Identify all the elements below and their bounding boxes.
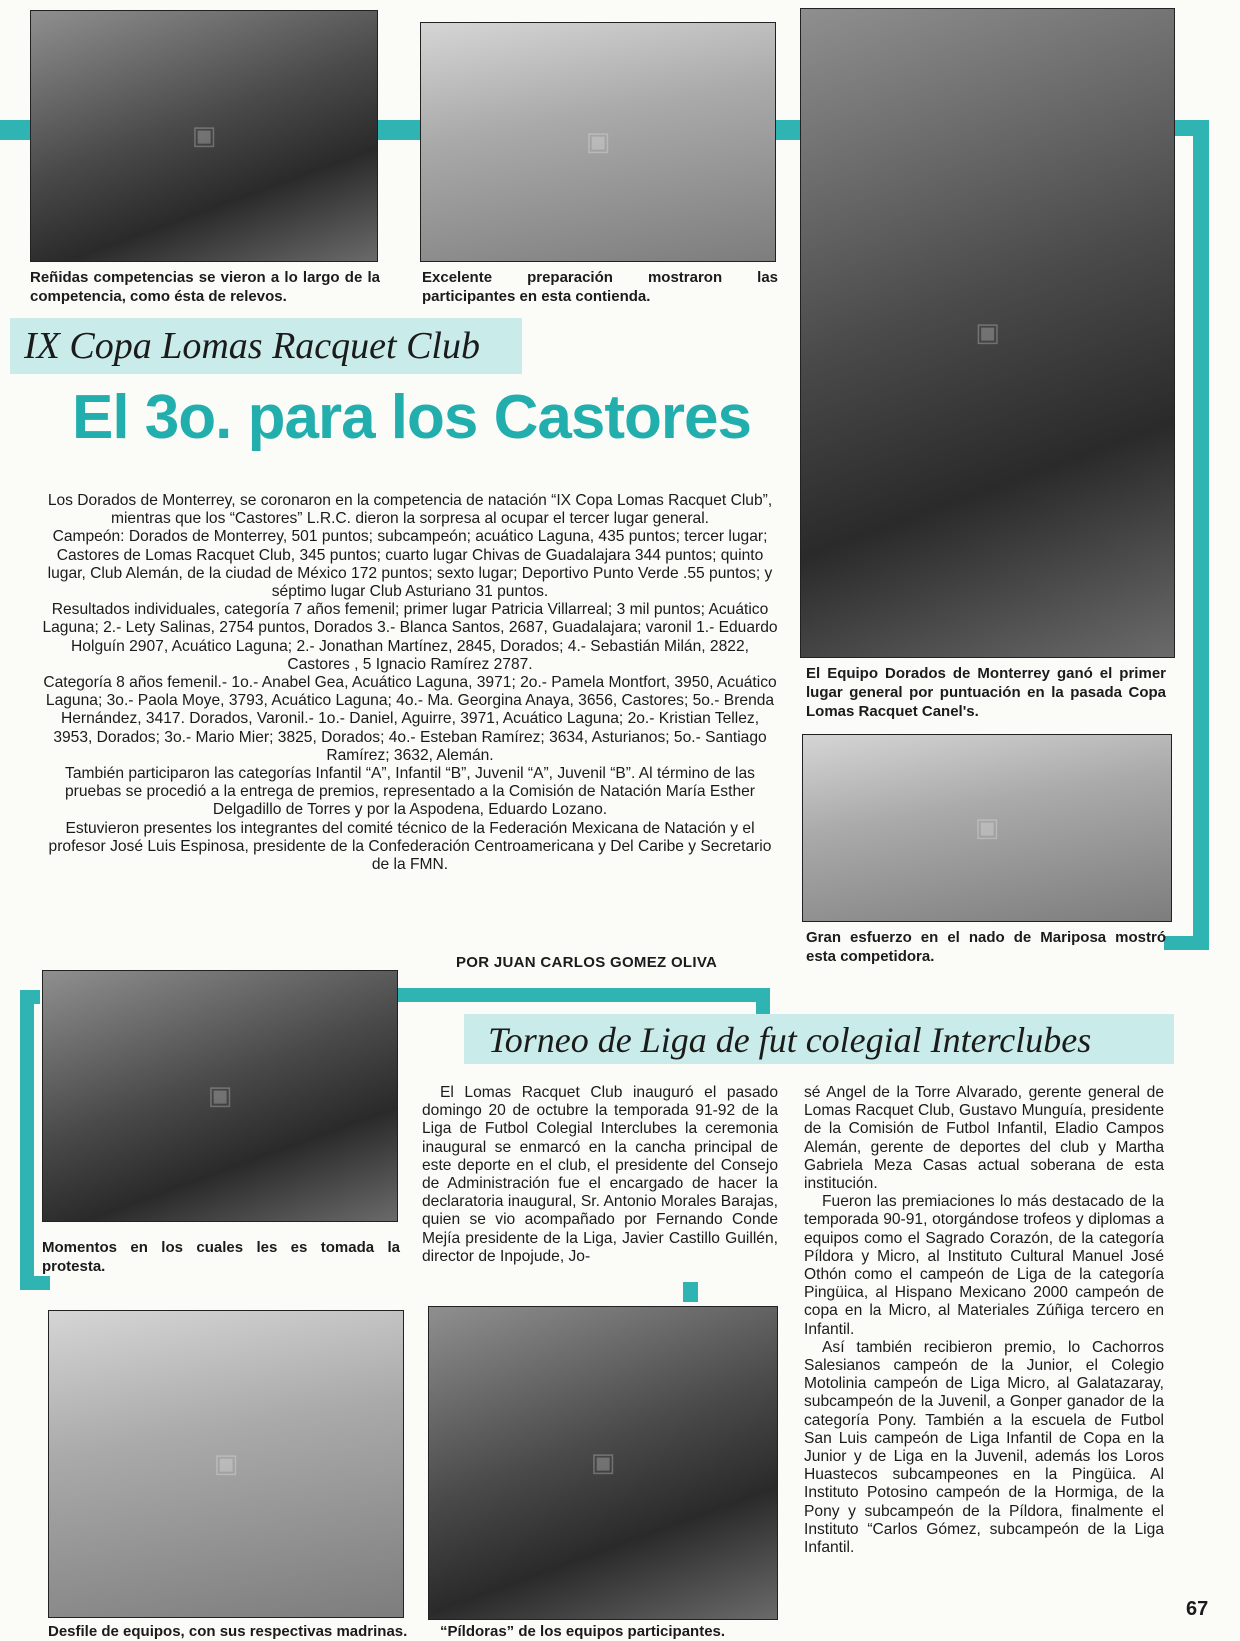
camera-icon: ▣: [585, 127, 611, 157]
article2-column-1: [422, 1084, 778, 1266]
article-paragraph: Los Dorados de Monterrey, se coronaron en la competencia de natación “IX Copa Lomas Racquet Club”, mientras que los “Castores” L.R.C. dieron la sorpresa al ocupar el tercer lugar general.: [47, 492, 773, 528]
article2-paragraph: El Lomas Racquet Club inauguró el pasado domingo 20 de octubre la temporada 91-92 de la Liga de Futbol Colegial Interclubes la ceremonia inaugural se enmarcó en la cancha principal de este deporte en el club, el presidente del Consejo de Administración fue el encargado de hacer la declaratoria inaugural, Sr. Antonio Morales Barajas, quien se vio acompañado por Fernando Conde Mejía presidente de la Liga, Javier Castillo Guillén, director de Inpojude, Jo-: [422, 1084, 778, 1265]
caption-protesta: Momentos en los cuales les es tomada la protesta.: [42, 1239, 400, 1275]
teal-bracket-right-vertical: [1193, 120, 1209, 950]
photo-mariposa: [802, 734, 1172, 922]
article-headline: El 3o. para los Castores: [72, 383, 751, 452]
article-body: [40, 492, 780, 874]
caption-preparation: Excelente preparación mostraron las participantes en esta contienda.: [422, 269, 778, 305]
teal-rule-top-left: [0, 120, 30, 140]
teal-bracket-left-vertical: [20, 990, 34, 1290]
camera-icon: ▣: [974, 813, 1000, 843]
photo-dorados-podium: [800, 8, 1175, 658]
caption-pildoras: “Píldoras” de los equipos participantes.: [440, 1623, 726, 1640]
photo-desfile: [48, 1310, 404, 1618]
article-byline: POR JUAN CARLOS GOMEZ OLIVA: [456, 954, 718, 971]
article2-paragraph: sé Angel de la Torre Alvarado, gerente general de Lomas Racquet Club, Gustavo Munguía, presidente de la Comisión de Futbol Infantil, Eladio Campos Alemán, gerente de deportes del club y Martha Gabriela Meza Casas actual soberana de esta institución.: [804, 1084, 1164, 1193]
article-paragraph: Categoría 8 años femenil.- 1o.- Anabel Gea, Acuático Laguna, 3971; 2o.- Pamela Montfort, 3950, Acuático Laguna; 3o.- Paola Moye, 3793, Acuático Laguna; 4o.- Ma. Georgina Anaya, 3656, Castores; 5o.- Brenda Hernández, 3417. Dorados, Varonil.- 1o.- Daniel, Aguirre, 3971, Acuático Laguna; 2o.- Kristian Tellez, 3953, Dorados; 3o.- Mario Mier; 3825, Dorados; 4o.- Esteban Ramírez; 3634, Asturianos; 5o.- Santiago Ramírez; 3632, Alemán.: [43, 674, 777, 764]
camera-icon: ▣: [207, 1081, 233, 1111]
caption-dorados: El Equipo Dorados de Monterrey ganó el primer lugar general por puntuación en la pasada Copa Lomas Racquet Canel's.: [806, 665, 1166, 720]
photo-protesta: [42, 970, 398, 1222]
camera-icon: ▣: [191, 121, 217, 151]
camera-icon: ▣: [590, 1448, 616, 1478]
article2-column-2: [804, 1084, 1164, 1557]
caption-desfile: Desfile de equipos, con sus respectivas madrinas.: [48, 1623, 408, 1640]
caption-mariposa: Gran esfuerzo en el nado de Mariposa mostró esta competidora.: [806, 929, 1166, 965]
teal-rule-top-right: [776, 120, 800, 140]
camera-icon: ▣: [975, 318, 1000, 348]
teal-square-small: [683, 1282, 698, 1302]
teal-rule-top-mid: [376, 120, 420, 140]
page-number: 67: [1186, 1598, 1209, 1620]
photo-pildoras: [428, 1306, 778, 1620]
caption-relay: Reñidas competencias se vieron a lo largo de la competencia, como ésta de relevos.: [30, 269, 380, 305]
article2-paragraph: Fueron las premiaciones lo más destacado de la temporada 90-91, otorgándose trofeos y diplomas a equipos como el Sagrado Corazón, de la categoría Píldora y Micro, al Instituto Cultural Manuel José Othón como el campeón de Liga de la categoría Pingüica, al Hispano Mexicano 2000 campeón de copa en la Micro, al Materiales Zúñiga tercero en Infantil.: [804, 1193, 1164, 1338]
teal-bracket-right-bottom: [1164, 936, 1209, 950]
teal-bracket-left-bottom: [20, 1276, 50, 1290]
teal-bracket-left-top: [20, 990, 40, 1004]
teal-rule-mid: [396, 988, 756, 1002]
photo-relay: [30, 10, 378, 262]
article-paragraph: Resultados individuales, categoría 7 años femenil; primer lugar Patricia Villarreal; 3 mil puntos; Acuático Laguna; 2.- Lety Salinas, 2754 puntos, Dorados 3.- Blanca Santos, 2687, Guadalajara; varonil 1.- Eduardo Holguín 2907, Acuático Laguna; 2.- Jonathan Martínez, 2845, Dorados; 4.- Sebastián Milán, 2822, Castores , 5 Ignacio Ramírez 2787.: [42, 601, 778, 673]
photo-preparation: [420, 22, 776, 262]
article2-headline-band: [464, 1014, 1174, 1064]
article-paragraph: Campeón: Dorados de Monterrey, 501 puntos; subcampeón; acuático Laguna, 435 puntos; tercer lugar; Castores de Lomas Racquet Club, 345 puntos; cuarto lugar Chivas de Guadalajara 344 puntos; quinto lugar, Club Alemán, de la ciudad de México 172 puntos; sexto lugar; Deportivo Punto Verde .55 puntos; y séptimo lugar Club Asturiano 31 puntos.: [47, 528, 773, 601]
article2-paragraph: Así también recibieron premio, lo Cachorros Salesianos campeón de la Junior, el Colegio Motolinia campeón de Liga Micro, al Galatazaray, subcampeón de la Juvenil, a Gonper ganador de la categoría Pony. También a la escuela de Futbol San Luis campeón de Liga Infantil de Copa en la Junior y de Liga en la Juvenil, además los Loros Huastecos subcampeones en la Pingüica. Al Instituto Potosino campeón de la Hormiga, de la Pony y subcampeón de la Píldora, finalmente el Instituto “Carlos Gómez, subcampeón de la Liga Infantil.: [804, 1338, 1164, 1557]
article-paragraph: También participaron las categorías Infantil “A”, Infantil “B”, Juvenil “A”, Juvenil “B”. Al término de las pruebas se procedió a la entrega de premios, representado a la Comisión de Natación María Esther Delgadillo de Torres y por la Aspodena, Eduardo Lozano.: [65, 765, 755, 819]
camera-icon: ▣: [213, 1449, 239, 1479]
article-paragraph: Estuvieron presentes los integrantes del comité técnico de la Federación Mexicana de Natación y el profesor José Luis Espinosa, presidente de la Confederación Centroamericana y Del Caribe y Secretario de la FMN.: [48, 819, 772, 874]
article-kicker: IX Copa Lomas Racquet Club: [24, 325, 480, 367]
article2-headline: Torneo de Liga de fut colegial Interclubes: [488, 1020, 1092, 1060]
kicker-band: [10, 318, 522, 374]
